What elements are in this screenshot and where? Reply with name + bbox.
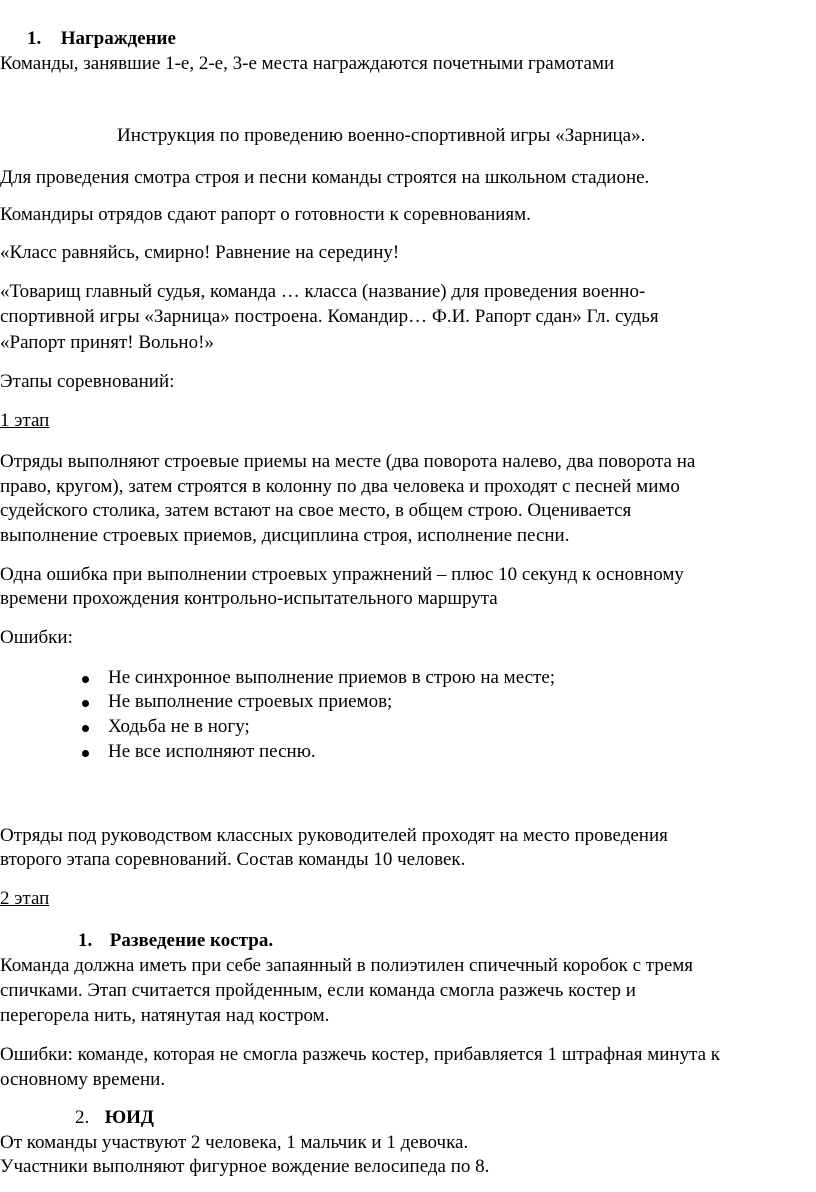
stage-1-penalty-line-2: времени прохождения контрольно-испытательного маршрута — [0, 588, 498, 609]
stage-2-item-2-text-line-2: Участники выполняют фигурное вождение велосипеда по 8. — [0, 1156, 490, 1177]
instruction-title: Инструкция по проведению военно-спортивной игры «Зарница». — [117, 125, 646, 146]
stage-2-item-1-number: 1. — [78, 930, 93, 951]
stage-2-item-1-heading — [78, 929, 273, 953]
paragraph-4-line-3: «Рапорт принят! Вольно!» — [0, 332, 214, 353]
stage-1-desc-line-1: Отряды выполняют строевые приемы на месте (два поворота налево, два поворота на — [0, 451, 696, 472]
stage-1-desc-line-3: судейского столика, затем встают на свое место, в общем строю. Оценивается — [0, 500, 632, 521]
stage-2-item-2-text-line-1: От команды участвуют 2 человека, 1 мальчик и 1 девочка. — [0, 1132, 469, 1153]
stage-2-item-2-number: 2. — [75, 1107, 90, 1128]
paragraph-2: Командиры отрядов сдают рапорт о готовности к соревнованиям. — [0, 204, 531, 225]
stage-2-item-2-heading — [75, 1106, 154, 1130]
stage-1-penalty-line-1: Одна ошибка при выполнении строевых упражнений – плюс 10 секунд к основному — [0, 564, 684, 585]
stage-2-item-1-errors-line-2: основному времени. — [0, 1069, 166, 1090]
stage-1-transition-line-1: Отряды под руководством классных руководителей проходят на место проведения — [0, 825, 668, 846]
bullet-icon — [82, 700, 89, 707]
paragraph-1: Для проведения смотра строя и песни команды строятся на школьном стадионе. — [0, 167, 650, 188]
section-1-number: 1. — [27, 28, 42, 49]
stage-2-item-1-title: Разведение костра. — [109, 930, 274, 951]
paragraph-4-line-2: спортивной игры «Зарница» построена. Командир… Ф.И. Рапорт сдан» Гл. судья — [0, 306, 659, 327]
bullet-icon — [82, 676, 89, 683]
stage-2-item-1-text-line-3: перегорела нить, натянутая над костром. — [0, 1005, 330, 1026]
stage-1-error-item-3: Ходьба не в ногу; — [108, 716, 250, 737]
stage-2-item-1-text-line-2: спичками. Этап считается пройденным, если команда смогла разжечь костер и — [0, 980, 636, 1001]
stage-2-item-2-title: ЮИД — [104, 1107, 154, 1128]
stage-1-transition-line-2: второго этапа соревнований. Состав команды 10 человек. — [0, 849, 466, 870]
section-1-title: Награждение — [60, 28, 176, 49]
bullet-icon — [82, 725, 89, 732]
bullet-icon — [82, 750, 89, 757]
stage-1-label: 1 этап — [0, 410, 50, 431]
stage-1-errors-label: Ошибки: — [0, 627, 73, 648]
stage-1-desc-line-2: право, кругом), затем строятся в колонну по два человека и проходят с песней мимо — [0, 476, 680, 497]
paragraph-4-line-1: «Товарищ главный судья, команда … класса (название) для проведения военно- — [0, 281, 646, 302]
stage-1-error-item-1: Не синхронное выполнение приемов в строю на месте; — [108, 667, 556, 688]
stage-2-label: 2 этап — [0, 888, 50, 909]
stage-1-error-item-4: Не все исполняют песню. — [108, 741, 316, 762]
stage-2-item-1-text-line-1: Команда должна иметь при себе запаянный в полиэтилен спичечный коробок с тремя — [0, 955, 694, 976]
stage-2-item-1-errors-line-1: Ошибки: команде, которая не смогла разжечь костер, прибавляется 1 штрафная минута к — [0, 1044, 721, 1065]
paragraph-3: «Класс равняйсь, смирно! Равнение на середину! — [0, 242, 400, 263]
section-1-heading — [27, 27, 176, 51]
stage-1-error-item-2: Не выполнение строевых приемов; — [108, 691, 393, 712]
section-1-text: Команды, занявшие 1-е, 2-е, 3-е места награждаются почетными грамотами — [0, 53, 615, 74]
stage-1-desc-line-4: выполнение строевых приемов, дисциплина строя, исполнение песни. — [0, 525, 570, 546]
paragraph-5: Этапы соревнований: — [0, 371, 175, 392]
